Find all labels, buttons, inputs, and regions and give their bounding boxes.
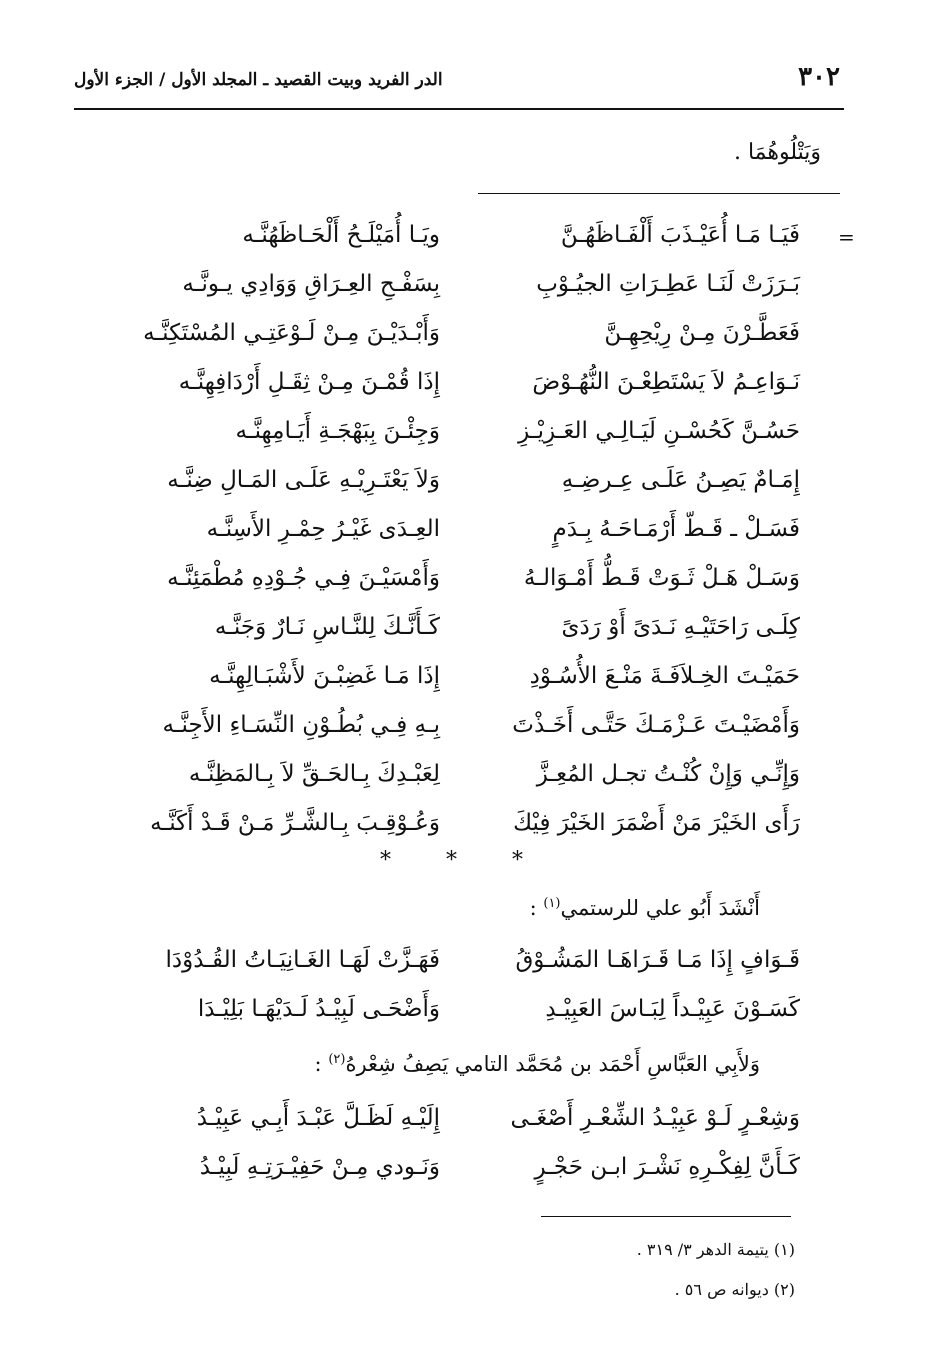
verse-row xyxy=(100,663,800,712)
verse-first-hemistich: كَسَـوْنَ عَبِيْـداً لِبَـاسَ العَبِيْـدِ xyxy=(545,996,800,1022)
page-number: ٣٠٢ xyxy=(798,62,840,92)
footnote-2: (٢) ديوانه ص ٥٦ . xyxy=(674,1280,795,1299)
verse-row xyxy=(100,222,800,271)
verse-second-hemistich: إِذَا مَـا غَضِبْـنَ لأَشْبَـالِهِنَّـه xyxy=(209,663,440,689)
verse-first-hemistich: وَسَـلْ هَـلْ ثَـوَتْ قَـطُّ أَمْـوَالـهُ xyxy=(523,565,800,591)
footnote-ref-1: (١) xyxy=(543,896,561,911)
book-title: الدر الفريد وبيت القصيد ـ المجلد الأول / الجزء الأول xyxy=(74,70,443,90)
verse-second-hemistich: وَعُـوْقِـبَ بِـالشَّـرِّ مَـنْ قَـدْ أَكَنَّـه xyxy=(150,810,440,836)
intro-3-colon: : xyxy=(314,1052,322,1076)
verse-row xyxy=(100,369,800,418)
verse-first-hemistich: بَـرَزَتْ لَنَـا عَطِـرَاتِ الجيُـوْبِ xyxy=(536,271,800,297)
intro-3-text: وَلأَبِي العَبَّاسِ أَحْمَد بن مُحَمَّد التامي يَصِفُ شِعْرهُ xyxy=(345,1052,760,1076)
footnote-rule xyxy=(541,1216,791,1217)
verse-second-hemistich: وَنَـودي مِـنْ حَفِيْـرَتِـهِ لَبِيْـدُ xyxy=(199,1154,440,1180)
footnote-1: (١) يتيمة الدهر ٣/ ٣١٩ . xyxy=(636,1240,795,1259)
verse-first-hemistich: فَيَـا مَـا أُعَيْـذَبَ أَلْفَـاظَهُـنَّ xyxy=(560,222,800,248)
verse-first-hemistich: حَسُـنَّ كَحُسْـنِ لَيَـالِـي العَـزِيْـزِ xyxy=(518,418,800,444)
verse-row xyxy=(100,996,800,1045)
verse-row xyxy=(100,565,800,614)
section-rule xyxy=(478,193,840,194)
verse-second-hemistich: العِـدَى غَيْـرُ حِمْـرِ الأَسِنَّـه xyxy=(206,516,440,542)
verse-first-hemistich: وَإِنِّـي وَإِنْ كُنْـتُ تجـل المُعِـزَّ xyxy=(536,761,800,787)
verse-second-hemistich: وَأَبْـدَيْـنَ مِـنْ لَـوْعَتِـي المُسْتَكِنَّـه xyxy=(143,320,440,346)
intro-2-text: أَنْشَدَ أَبُو علي للرستمي xyxy=(560,896,760,920)
verse-second-hemistich: كَـأَنَّـكَ لِلنَّـاسِ نَـارٌ وَجَنَّـه xyxy=(214,614,440,640)
verse-second-hemistich: وَلاَ يَعْتَـرِيْـهِ عَلَـى المَـالِ ضِنَّـه xyxy=(167,467,440,493)
intro-3 xyxy=(315,1052,760,1076)
poem-3 xyxy=(100,1105,800,1203)
running-header xyxy=(74,62,844,102)
verse-row xyxy=(100,614,800,663)
section-separator: * * * xyxy=(380,848,547,873)
continuation-text: وَيَتْلُوهُمَا . xyxy=(733,140,821,165)
verse-row xyxy=(100,320,800,369)
verse-first-hemistich: نَـوَاعِـمُ لاَ يَسْتَطِعْـنَ النُّهُـوْضَ xyxy=(532,369,800,395)
verse-first-hemistich: وَأَمْضَيْـتَ عَـزْمَـكَ حَتَّـى أَخَـذْتَ xyxy=(512,712,800,738)
verse-row xyxy=(100,418,800,467)
verse-row xyxy=(100,761,800,810)
header-rule xyxy=(74,108,844,110)
verse-second-hemistich: وَأَمْسَيْـنَ فِـي جُـوْدِهِ مُطْمَئِنَّـه xyxy=(167,565,440,591)
verse-second-hemistich: وَأَضْحَـى لَبِيْـدُ لَـدَيْهَـا بَلِيْـدَا xyxy=(197,996,440,1022)
verse-first-hemistich: وَشِعْـرٍ لَـوْ عَبِيْـدُ الشِّعْـرِ أَصْغَـى xyxy=(510,1105,800,1131)
verse-first-hemistich: قَـوَافٍ إِذَا مَـا قَـرَاهَـا المَشُـوْقُ xyxy=(515,947,800,973)
margin-mark: = xyxy=(838,225,855,249)
verse-row xyxy=(100,947,800,996)
verse-row xyxy=(100,516,800,565)
verse-second-hemistich: إِذَا قُمْـنَ مِـنْ ثِقَـلِ أَرْدَافِهِنَّـه xyxy=(178,369,440,395)
verse-second-hemistich: وَجِئْـنَ بِبَهْجَـةِ أَيَـامِهِنَّـه xyxy=(235,418,440,444)
verse-first-hemistich: فَعَطَّـرْنَ مِـنْ رِيْحِهِـنَّ xyxy=(604,320,800,346)
verse-first-hemistich: حَمَيْـتَ الخِـلاَفَـةَ مَنْـعَ الأُسُـوْدِ xyxy=(529,663,800,689)
verse-second-hemistich: فَهَـزَّتْ لَهَـا الغَـانِيَـاتُ القُـدُوْدَا xyxy=(165,947,440,973)
intro-2-colon: : xyxy=(529,896,537,920)
verse-row xyxy=(100,1105,800,1154)
verse-row xyxy=(100,1154,800,1203)
verse-second-hemistich: لِعَبْـدِكَ بِـالحَـقِّ لاَ بِـالمَظِنَّـه xyxy=(188,761,440,787)
verse-second-hemistich: بِـهِ فِـي بُطُـوْنِ النِّسَـاءِ الأَجِنَّـه xyxy=(162,712,440,738)
verse-second-hemistich: بِسَفْـحِ العِـرَاقِ وَوَادِي يـونَّـه xyxy=(182,271,440,297)
verse-row xyxy=(100,467,800,516)
verse-second-hemistich: إِلَيْـهِ لَظَـلَّ عَبْـدَ أَبِـي عَبِيْـدُ xyxy=(196,1105,440,1131)
verse-first-hemistich: إِمَـامٌ يَصِـنُ عَلَـى عِـرضِـهِ xyxy=(561,467,800,493)
verse-first-hemistich: كِلَـى رَاحَتَيْـهِ نَـدَىً أَوْ رَدَىً xyxy=(561,614,800,640)
poem-1 xyxy=(100,222,800,859)
intro-2 xyxy=(530,896,760,920)
verse-second-hemistich: ويَـا أُمَيْلَـحُ أَلْحَـاظَهُنَّـه xyxy=(242,222,440,248)
verse-first-hemistich: كَـأَنَّ لِفِكْـرِهِ نَشْـرَ ابـن حَجْـرٍ xyxy=(534,1154,800,1180)
verse-row xyxy=(100,712,800,761)
poem-2 xyxy=(100,947,800,1045)
verse-first-hemistich: رَأَى الخَيْرَ مَنْ أَضْمَرَ الخَيْرَ فِيْكَ xyxy=(513,810,800,836)
verse-first-hemistich: فَسَـلْ ـ قَـطّ أَرْمَـاحَـهُ بِـدَمٍ xyxy=(552,516,800,542)
verse-row xyxy=(100,271,800,320)
footnote-ref-2: (٢) xyxy=(328,1052,346,1067)
